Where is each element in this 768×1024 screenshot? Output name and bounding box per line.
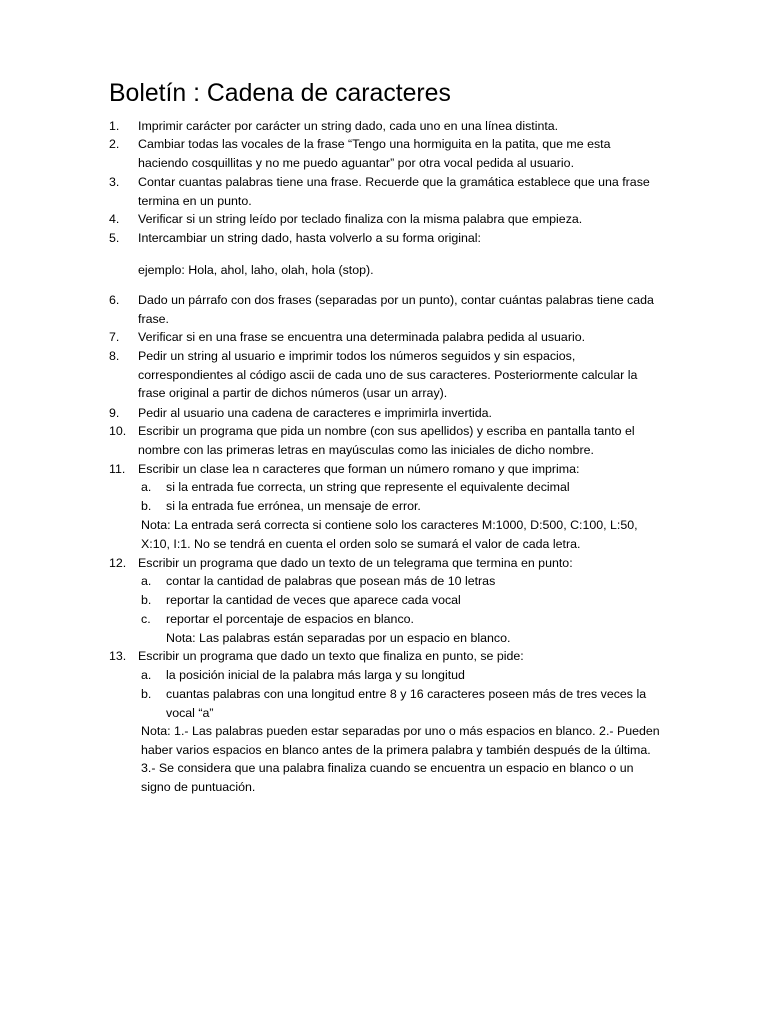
item-number: 8. <box>109 349 120 363</box>
sub-item-letter: b. <box>141 499 152 513</box>
sub-item-11b <box>141 497 661 516</box>
item-text: Pedir un string al usuario e imprimir todos los números seguidos y sin espacios, correspondientes al código ascii de cada uno de sus caracteres. Posteriormente calcular la frase original a partir de dichos números (usar un array). <box>138 349 638 401</box>
item-number: 9. <box>109 406 120 420</box>
item-number: 3. <box>109 175 120 189</box>
sub-item-12b <box>141 591 661 610</box>
list-item-8 <box>109 347 659 403</box>
item-number: 5. <box>109 231 120 245</box>
sub-item-letter: c. <box>141 612 151 626</box>
item-text: Escribir un programa que pida un nombre (con sus apellidos) y escriba en pantalla tanto el nombre con las primeras letras en mayúsculas como las iniciales de dicho nombre. <box>138 424 635 457</box>
sub-item-text: reportar la cantidad de veces que aparece cada vocal <box>166 593 461 607</box>
item-text: Intercambiar un string dado, hasta volverlo a su forma original: <box>138 231 481 245</box>
sub-item-text: la posición inicial de la palabra más larga y su longitud <box>166 668 465 682</box>
item-number: 1. <box>109 119 120 133</box>
sub-item-letter: a. <box>141 480 152 494</box>
item-number: 11. <box>109 462 126 476</box>
list-item-11 <box>109 460 659 479</box>
document-title: Boletín : Cadena de caracteres <box>109 80 451 107</box>
list-item-7 <box>109 328 659 347</box>
item-text: Contar cuantas palabras tiene una frase. Recuerde que la gramática establece que una frase termina en un punto. <box>138 175 650 208</box>
sub-item-text: si la entrada fue correcta, un string que represente el equivalente decimal <box>166 480 570 494</box>
item-text: Escribir un clase lea n caracteres que forman un número romano y que imprima: <box>138 462 580 476</box>
example-text: ejemplo: Hola, ahol, laho, olah, hola (stop). <box>138 263 374 277</box>
sub-item-text: si la entrada fue errónea, un mensaje de error. <box>166 499 421 513</box>
list-item-6 <box>109 291 659 328</box>
item-text: Imprimir carácter por carácter un string dado, cada uno en una línea distinta. <box>138 119 559 133</box>
item-number: 7. <box>109 330 120 344</box>
sub-item-text: contar la cantidad de palabras que posean más de 10 letras <box>166 574 496 588</box>
item-text: Cambiar todas las vocales de la frase “Tengo una hormiguita en la patita, que me esta haciendo cosquillitas y no me puedo aguantar” por otra vocal pedida al usuario. <box>138 137 611 170</box>
note-item-12: Nota: Las palabras están separadas por un espacio en blanco. <box>166 630 511 645</box>
sub-item-letter: b. <box>141 593 152 607</box>
sub-item-text: reportar el porcentaje de espacios en blanco. <box>166 612 414 626</box>
list-item-13 <box>109 647 659 666</box>
sub-item-letter: b. <box>141 687 152 701</box>
note-item-13: Nota: 1.- Las palabras pueden estar separadas por uno o más espacios en blanco. 2.- Pueden haber varios espacios en blanco antes de la primera palabra y también después de la última. 3.- Se considera que una palabra finaliza cuando se encuentra un espacio en blanco o un signo de puntuación. <box>141 724 660 795</box>
note-item-11: Nota: La entrada será correcta si contiene solo los caracteres M:1000, D:500, C:100, L:50, X:10, I:1. No se tendrá en cuenta el orden solo se sumará el valor de cada letra. <box>141 518 638 551</box>
list-item-9 <box>109 404 659 423</box>
sub-item-13b <box>141 685 661 722</box>
item-text: Escribir un programa que dado un texto de un telegrama que termina en punto: <box>138 556 573 570</box>
item-text: Dado un párrafo con dos frases (separadas por un punto), contar cuántas palabras tiene cada frase. <box>138 293 654 326</box>
item-text: Verificar si un string leído por teclado finaliza con la misma palabra que empieza. <box>138 212 583 226</box>
item-number: 6. <box>109 293 120 307</box>
sub-item-12a <box>141 572 661 591</box>
list-item-1 <box>109 117 659 136</box>
sub-item-text: cuantas palabras con una longitud entre 8 y 16 caracteres poseen más de tres veces la vocal “a” <box>166 687 647 720</box>
list-item-10 <box>109 422 659 459</box>
item-number: 2. <box>109 137 120 151</box>
sub-item-letter: a. <box>141 574 152 588</box>
list-item-2 <box>109 135 659 172</box>
list-item-3 <box>109 173 659 210</box>
item-number: 13. <box>109 649 127 663</box>
sub-item-11a <box>141 478 661 497</box>
sub-item-13a <box>141 666 661 685</box>
item-text: Verificar si en una frase se encuentra una determinada palabra pedida al usuario. <box>138 330 586 344</box>
item-text: Pedir al usuario una cadena de caracteres e imprimirla invertida. <box>138 406 492 420</box>
item-number: 10. <box>109 424 127 438</box>
sub-item-12c <box>141 610 661 647</box>
list-item-12 <box>109 554 659 573</box>
sub-item-letter: a. <box>141 668 152 682</box>
list-item-4 <box>109 210 659 229</box>
item-number: 4. <box>109 212 120 226</box>
list-item-5 <box>109 229 659 248</box>
item-number: 12. <box>109 556 127 570</box>
item-text: Escribir un programa que dado un texto que finaliza en punto, se pide: <box>138 649 524 663</box>
